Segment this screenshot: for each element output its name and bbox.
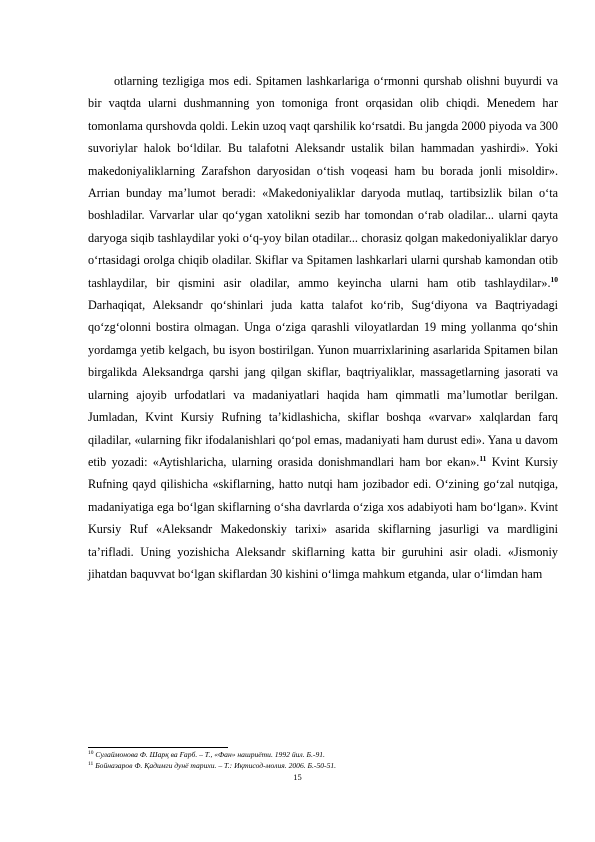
footnote-text: Сулаймонова Ф. Шарқ ва Ғарб. – Т., «Фан» нашриёти. 1992 йил. Б.-91. <box>93 750 325 759</box>
page-number: 15 <box>293 772 302 782</box>
footnote-divider <box>88 747 228 748</box>
footnote-mark: 10 <box>88 750 94 756</box>
footnote-ref: 10 <box>550 274 558 284</box>
main-text <box>88 70 558 585</box>
paragraph <box>88 70 558 585</box>
text-segment: otlarning tezligiga mos edi. Spitamen lashkarlariga o‘rmonni qurshab olishni buyurdi va bir vaqtda ularni dushmanning yon tomoniga front orqasidan olib chiqdi. Menedem har tomonlama qurshovda qoldi. Lekin uzoq vaqt qarshilik ko‘rsatdi. Bu jangda 2000 piyoda va 300 suvoriylar halok bo‘ldilar. Bu talafotni Aleksandr ustalik bilan hammadan yashirdi». Yoki makedoniyaliklarning Zarafshon daryosidan o‘tish voqeasi ham bu borada jonli misoldir». Arrian bunday ma’lumot beradi: «Makedoniyaliklar daryoda mutlaq, tartibsizlik bilan o‘ta boshladilar. Varvarlar ular qo‘ygan xatolikni sezib har tomondan o‘rab oladilar... ularni qayta daryoga siqib tashlaydilar yoki o‘q-yoy bilan otadilar... chorasiz qolgan makedoniyaliklar daryo o‘rtasidagi orolga chiqib oladilar. Skiflar va Spitamen lashkarlari ularni qurshab kamondan otib tashlaydilar, bir qismini asir oladilar, ammo keyincha ularni ham otib tashlaydilar». <box>88 74 558 290</box>
footnote <box>88 750 558 761</box>
footnote-text: Бойназаров Ф. Қадимги дунё тарихи. – Т.: Иқтисод-молия. 2006. Б.-50-51. <box>93 760 337 770</box>
footnote <box>88 761 558 772</box>
footnote-ref: 11 <box>479 453 487 463</box>
footnotes <box>88 750 558 771</box>
text-segment: Darhaqiqat, Aleksandr qo‘shinlari juda katta talafot ko‘rib, Sug‘diyona va Baqtriyadagi qo‘zg‘olonni bostira olmagan. Unga o‘ziga qarashli viloyatlardan 19 ming yollanma qo‘shin yordamga yetib kelgach, bu isyon bostirilgan. Yunon muarrixlarining asarlarida Spitamen bilan birgalikda Aleksandrga qarshi jang qilgan skiflar, baqtriyaliklar, massagetlarning jasorati va ularning ajoyib urfodatlari va madaniyatlari haqida ham qimmatli ma’lumotlar berilgan. Jumladan, Kvint Kursiy Rufning ta’kidlashicha, skiflar boshqa «varvar» xalqlardan farq qiladilar, «ularning fikr ifodalanishlari qo‘pol emas, madaniyati ham durust edi». Yana u davom etib yozadi: «Aytishlaricha, ularning orasida donishmandlari ham bor ekan». <box>88 298 558 469</box>
footnote-mark: 11 <box>88 760 94 767</box>
text-segment: Kvint Kursiy Rufning qayd qilishicha «skiflarning, hatto nutqi ham jozibador edi. O‘zining go‘zal nutqiga, madaniyatiga ega bo‘lgan skiflarning o‘sha davrlarda o‘ziga xos adabiyoti ham bo‘lgan». Kvint Kursiy Ruf «Aleksandr Makedonskiy tarixi» asarida skiflarning jasurligi va mardligini ta’rifladi. Uning yozishicha Aleksandr skiflarning katta bir guruhini asir oladi. «Jismoniy jihatdan baquvvat bo‘lgan skiflardan 30 kishini o‘limga mahkum etganda, ular o‘limdan ham <box>88 454 558 581</box>
